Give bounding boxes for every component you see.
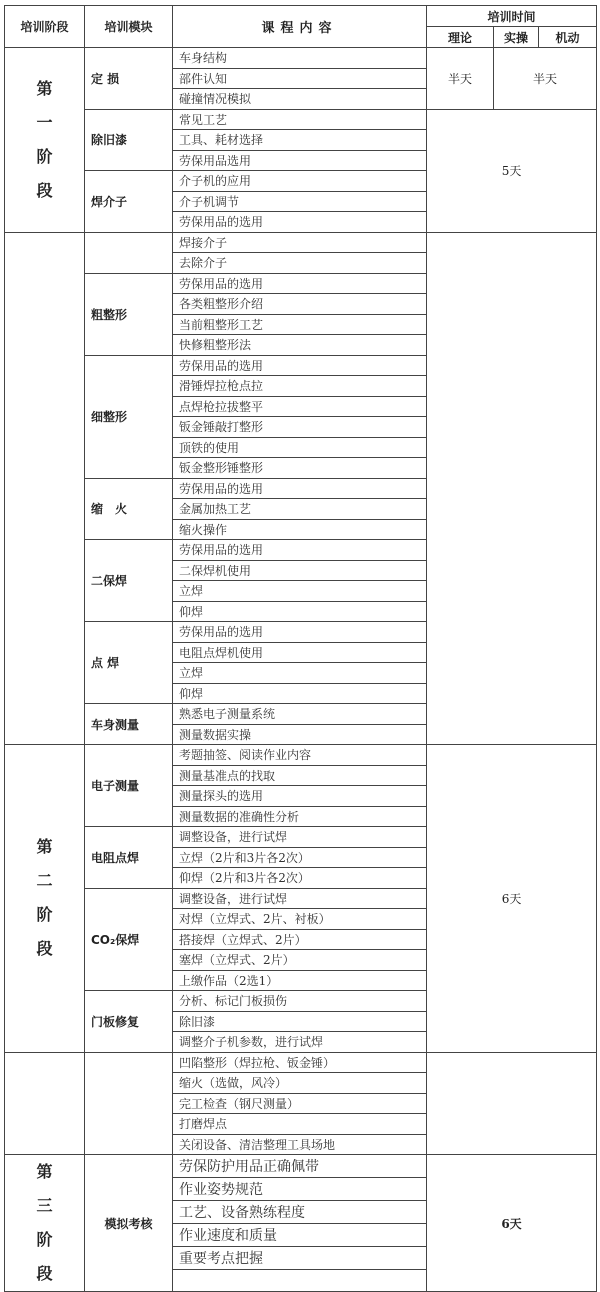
course-item: 电阻点焊机使用 — [173, 642, 427, 663]
course-item: 车身结构 — [173, 48, 427, 69]
stage-cell — [5, 745, 85, 1053]
course-item: 劳保用品的选用 — [173, 212, 427, 233]
course-item: 劳保防护用品正确佩带 — [173, 1155, 427, 1178]
course-item: 重要考点把握 — [173, 1246, 427, 1269]
training-time: 6天 — [427, 1155, 597, 1292]
course-item: 测量数据的准确性分析 — [173, 806, 427, 827]
training-time — [427, 232, 597, 745]
course-item: 去除介子 — [173, 253, 427, 274]
module-label: 门板修复 — [85, 991, 173, 1053]
course-item: 工艺、设备熟练程度 — [173, 1200, 427, 1223]
module-label — [85, 1052, 173, 1155]
header-stage: 培训阶段 — [5, 6, 85, 48]
course-item: 二保焊机使用 — [173, 560, 427, 581]
course-item: 点焊枪拉拔整平 — [173, 396, 427, 417]
course-item: 仰焊 — [173, 683, 427, 704]
stage-cell — [5, 1155, 85, 1292]
header-module: 培训模块 — [85, 6, 173, 48]
module-label: 模拟考核 — [85, 1155, 173, 1292]
course-item: 测量探头的选用 — [173, 786, 427, 807]
course-item: 上缴作品（2选1） — [173, 970, 427, 991]
course-item: 金属加热工艺 — [173, 499, 427, 520]
course-item: 劳保用品选用 — [173, 150, 427, 171]
course-item: 完工检查（钢尺测量） — [173, 1093, 427, 1114]
module-label: 点 焊 — [85, 622, 173, 704]
course-item: 搭接焊（立焊式、2片） — [173, 929, 427, 950]
module-label: 细整形 — [85, 355, 173, 478]
course-item: 除旧漆 — [173, 1011, 427, 1032]
course-item: 调整设备，进行试焊 — [173, 827, 427, 848]
training-time — [427, 1052, 597, 1155]
course-item: 顶铁的使用 — [173, 437, 427, 458]
stage-cell — [5, 48, 85, 233]
course-item: 立焊 — [173, 663, 427, 684]
module-label: 焊介子 — [85, 171, 173, 233]
course-item: 立焊（2片和3片各2次） — [173, 847, 427, 868]
module-label: 车身测量 — [85, 704, 173, 745]
table-body — [5, 48, 597, 1292]
course-item: 对焊（立焊式、2片、衬板） — [173, 909, 427, 930]
course-item: 调整设备，进行试焊 — [173, 888, 427, 909]
course-item: 塞焊（立焊式、2片） — [173, 950, 427, 971]
course-item: 劳保用品的选用 — [173, 478, 427, 499]
course-item: 熟悉电子测量系统 — [173, 704, 427, 725]
module-label: 粗整形 — [85, 273, 173, 355]
stage-cell — [5, 1052, 85, 1155]
module-label: 定 损 — [85, 48, 173, 110]
course-item: 关闭设备、清洁整理工具场地 — [173, 1134, 427, 1155]
course-item: 介子机的应用 — [173, 171, 427, 192]
course-item: 劳保用品的选用 — [173, 273, 427, 294]
training-time: 5天 — [427, 109, 597, 232]
stage-cell — [5, 232, 85, 745]
course-item: 常见工艺 — [173, 109, 427, 130]
training-time: 6天 — [427, 745, 597, 1053]
course-item: 考题抽签、阅读作业内容 — [173, 745, 427, 766]
course-item: 碰撞情况模拟 — [173, 89, 427, 110]
course-item: 调整介子机参数，进行试焊 — [173, 1032, 427, 1053]
course-item: 作业速度和质量 — [173, 1223, 427, 1246]
course-item: 打磨焊点 — [173, 1114, 427, 1135]
course-item: 仰焊（2片和3片各2次） — [173, 868, 427, 889]
course-item: 分析、标记门板损伤 — [173, 991, 427, 1012]
course-item — [173, 1269, 427, 1291]
training-time: 半天 — [494, 48, 597, 110]
table-row — [5, 1155, 597, 1178]
module-label: 除旧漆 — [85, 109, 173, 171]
header-content: 课程内容 — [173, 6, 427, 48]
course-item: 劳保用品的选用 — [173, 355, 427, 376]
stage-label: 第一阶段 — [36, 78, 53, 200]
header-theory: 理论 — [427, 27, 494, 48]
table-row — [5, 745, 597, 766]
course-item: 凹陷整形（焊拉枪、钣金锤） — [173, 1052, 427, 1073]
course-item: 介子机调节 — [173, 191, 427, 212]
stage-label: 第三阶段 — [36, 1162, 53, 1283]
course-item: 测量数据实操 — [173, 724, 427, 745]
training-schedule-table — [4, 5, 597, 1292]
course-item: 焊接介子 — [173, 232, 427, 253]
course-item: 仰焊 — [173, 601, 427, 622]
table-row — [5, 1052, 597, 1073]
header-practice: 实操 — [494, 27, 539, 48]
course-item: 钣金整形锤整形 — [173, 458, 427, 479]
course-item: 缩火操作 — [173, 519, 427, 540]
course-item: 钣金锤敲打整形 — [173, 417, 427, 438]
course-item: 缩火（选做，风冷） — [173, 1073, 427, 1094]
course-item: 滑锤焊拉枪点拉 — [173, 376, 427, 397]
table-row — [5, 232, 597, 253]
module-label: 电阻点焊 — [85, 827, 173, 889]
course-item: 劳保用品的选用 — [173, 622, 427, 643]
course-item: 立焊 — [173, 581, 427, 602]
header-time: 培训时间 — [427, 6, 597, 27]
stage-label: 第二阶段 — [36, 837, 53, 959]
course-item: 测量基准点的找取 — [173, 765, 427, 786]
course-item: 快修粗整形法 — [173, 335, 427, 356]
module-label: 电子测量 — [85, 745, 173, 827]
module-label: 缩 火 — [85, 478, 173, 540]
course-item: 各类粗整形介绍 — [173, 294, 427, 315]
course-item: 作业姿势规范 — [173, 1177, 427, 1200]
course-item: 劳保用品的选用 — [173, 540, 427, 561]
module-label: CO₂保焊 — [85, 888, 173, 991]
course-item: 工具、耗材选择 — [173, 130, 427, 151]
training-time: 半天 — [427, 48, 494, 110]
course-item: 当前粗整形工艺 — [173, 314, 427, 335]
module-label — [85, 232, 173, 273]
module-label: 二保焊 — [85, 540, 173, 622]
table-row — [5, 109, 597, 130]
header-flex: 机动 — [539, 27, 597, 48]
table-row — [5, 48, 597, 69]
course-item: 部件认知 — [173, 68, 427, 89]
